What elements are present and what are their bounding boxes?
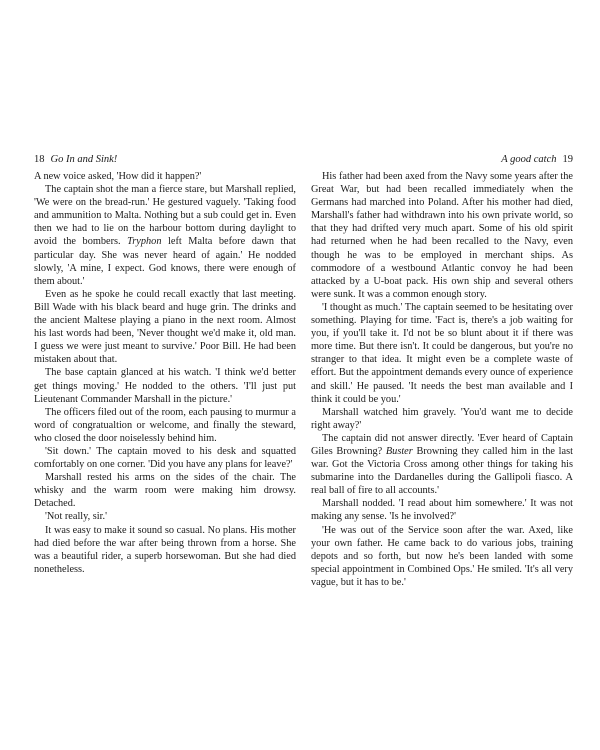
right-running-head: A good catch (501, 154, 557, 165)
paragraph: Marshall watched him gravely. 'You'd want me to decide right away?' (311, 406, 573, 431)
paragraph: Marshall rested his arms on the sides of the chair. The whisky and the warm room were making him drowsy. Detached. (34, 472, 296, 510)
right-page-number: 19 (562, 154, 573, 165)
paragraph: It was easy to make it sound so casual. No plans. His mother had died before the war after being thrown from a horse. She was a beautiful rider, a superb horsewoman. But she had died nonetheless. (34, 524, 296, 575)
paragraph: 'Sit down.' The captain moved to his desk and squatted comfortably on one corner. 'Did you have any plans for leave?' (34, 445, 296, 471)
paragraph: Marshall nodded. 'I read about him somewhere.' It was not making any sense. 'Is he involved?' (311, 498, 573, 523)
left-page-header (34, 150, 296, 170)
paragraph: His father had been axed from the Navy some years after the Great War, but had been recalled immediately when the Germans had marched into Poland. After his mother had died, Marshall's father had withdrawn into his own private world, so that they had drifted very much apart. Some of his old spirit had returned when he had been recalled to the Navy, even though he was to be employed in merchant ships. As commodore of a westbound Atlantic convoy he had been attacked by a U-boat pack. His own ship and several others were sunk. It was a common enough story. (311, 171, 573, 300)
left-running-head: Go In and Sink! (50, 154, 118, 165)
paragraph: A new voice asked, 'How did it happen?' (34, 171, 202, 182)
left-page-number: 18 (34, 154, 45, 165)
italic-nickname: Buster (385, 445, 413, 457)
right-page (311, 150, 573, 589)
paragraph: 'I thought as much.' The captain seemed to be hesitating over something. Playing for time. 'Fact is, there's a job waiting for you, if you'll take it. I'd not be so blunt about it if there was more time. But there isn't. It could be dangerous, but you're no stranger to that idea. It might even be a complete waste of effort. But the appointment demands every ounce of experience and skill.' He paused. 'It needs the best man available and I think it could be you.' (311, 301, 573, 405)
italic-ship-name: Tryphon (127, 236, 162, 248)
paragraph: The captain shot the man a fierce stare, but Marshall replied, 'We were on the bread-run.' He gestured vaguely. 'Taking food and ammunition to Malta. Nothing but a sub could get in. Even then we had to lie on the harbour bottom during daylight to avoid the bombers. Tryphon left Malta before dawn that particular day. She was never heard of again.' He nodded slowly, 'A mine, I expect. God knows, there were enough of them about.' (34, 184, 296, 287)
paragraph: The base captain glanced at his watch. 'I think we'd better get things moving.' He nodded to the others. 'I'll just put Lieutenant Commander Marshall in the picture.' (34, 367, 296, 405)
paragraph: 'Not really, sir.' (45, 511, 107, 523)
left-page-body (34, 170, 296, 576)
paragraph: The officers filed out of the room, each pausing to murmur a word of congratualtion or welcome, and finally the steward, who closed the door noiselessly behind him. (34, 406, 296, 444)
left-page (34, 150, 296, 576)
right-page-body (311, 170, 573, 589)
right-page-header (311, 150, 573, 170)
paragraph: Even as he spoke he could recall exactly that last meeting. Bill Wade with his black beard and huge grin. The drinks and the ancient Maltese playing a piano in the next room. Almost his last words had been, 'Never thought we'd make it, old man. I guess we were just meant to survive.' Poor Bill. He had been mistaken about that. (34, 288, 296, 366)
paragraph: 'He was out of the Service soon after the war. Axed, like your own father. He came back to do various jobs, training depots and so forth, but now he's been landed with some special appointment in Combined Ops.' He smiled. 'It's all very vague, but it has to be.' (311, 524, 573, 588)
paragraph: The captain did not answer directly. 'Ever heard of Captain Giles Browning? Buster Browning they called him in the last war. Got the Victoria Cross among other things for taking his submarine into the Dardanelles during the Gallipoli fiasco. A real ball of fire to all accounts.' (311, 432, 573, 497)
